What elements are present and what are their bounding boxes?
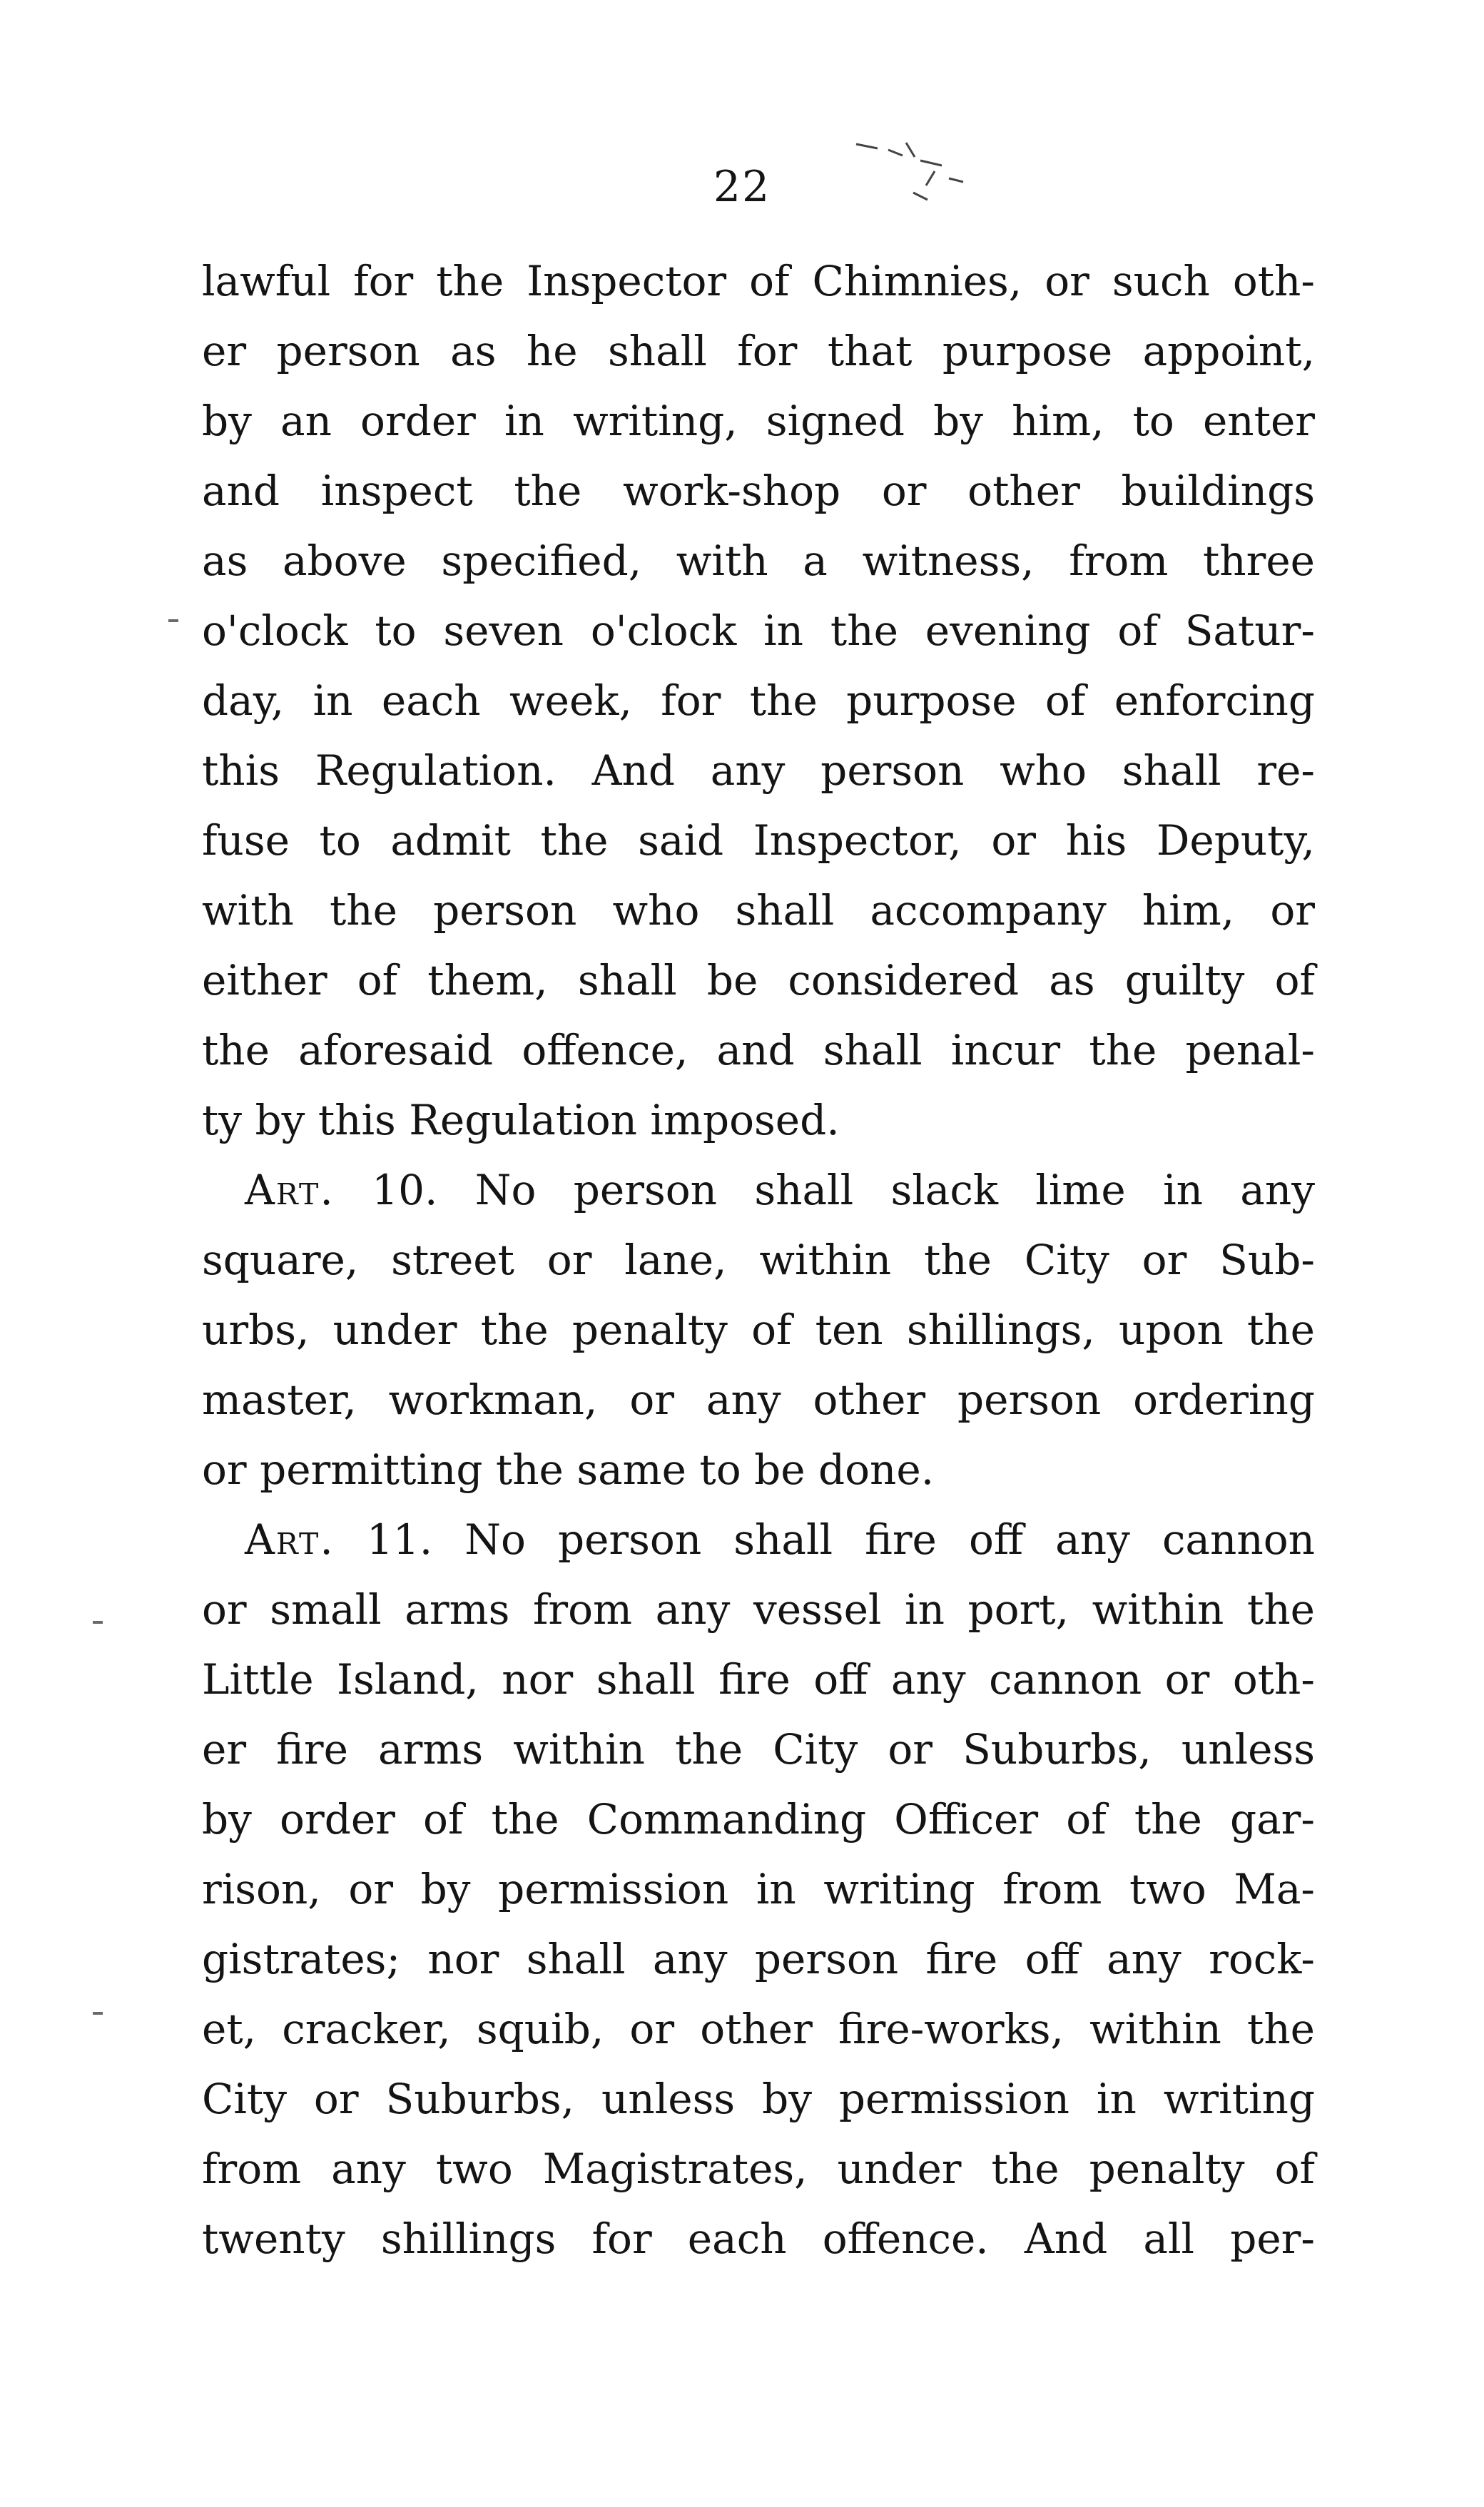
text-line: by an order in writing, signed by him, to enter xyxy=(202,397,1315,445)
text-line: the aforesaid offence, and shall incur the penal- xyxy=(202,1026,1315,1074)
text-line: ty by this Regulation imposed. xyxy=(202,1096,840,1144)
article-11-first-line xyxy=(202,1505,1315,1575)
text-line: o'clock to seven o'clock in the evening of Satur- xyxy=(202,606,1315,655)
text-line: master, workman, or any other person ordering xyxy=(202,1375,1315,1424)
text-line: day, in each week, for the purpose of enforcing xyxy=(202,676,1315,725)
text-line: Little Island, nor shall fire off any cannon or oth- xyxy=(202,1655,1315,1704)
body-text xyxy=(202,246,1315,2274)
text-line: City or Suburbs, unless by permission in writing xyxy=(202,2075,1315,2123)
article-11-number: 11. xyxy=(366,1515,433,1564)
article-10-heading: Art. xyxy=(245,1166,335,1214)
article-10-lead: No person shall slack lime in any xyxy=(474,1166,1316,1214)
article-11-heading: Art. xyxy=(245,1515,335,1564)
ink-smudge-icon xyxy=(849,128,992,221)
text-line: er person as he shall for that purpose appoint, xyxy=(202,327,1315,375)
text-line: twenty shillings for each offence. And all per- xyxy=(202,2214,1315,2263)
margin-mark xyxy=(93,2012,103,2015)
page-number: 22 xyxy=(713,162,771,212)
article-10-number: 10. xyxy=(372,1166,438,1214)
text-line: from any two Magistrates, under the penalty of xyxy=(202,2145,1315,2193)
text-line: gistrates; nor shall any person fire off any rock- xyxy=(202,1935,1315,1983)
text-line: with the person who shall accompany him, or xyxy=(202,886,1315,935)
text-line: either of them, shall be considered as guilty of xyxy=(202,956,1315,1005)
article-10-first-line xyxy=(202,1155,1315,1225)
margin-mark xyxy=(168,619,178,622)
text-line: as above specified, with a witness, from three xyxy=(202,537,1315,585)
text-line: rison, or by permission in writing from two Ma- xyxy=(202,1865,1315,1913)
text-line: or permitting the same to be done. xyxy=(202,1445,935,1494)
text-line: or small arms from any vessel in port, within the xyxy=(202,1585,1315,1634)
text-line: er fire arms within the City or Suburbs, unless xyxy=(202,1725,1315,1774)
article-11-lead: No person shall fire off any cannon xyxy=(464,1515,1315,1564)
text-line: fuse to admit the said Inspector, or his Deputy, xyxy=(202,816,1315,865)
text-line: et, cracker, squib, or other fire-works, within the xyxy=(202,2005,1315,2053)
text-line: urbs, under the penalty of ten shillings, upon the xyxy=(202,1306,1315,1354)
text-line: square, street or lane, within the City or Sub- xyxy=(202,1236,1315,1284)
margin-mark xyxy=(93,1621,103,1624)
text-line: this Regulation. And any person who shall re- xyxy=(202,746,1315,795)
text-line: lawful for the Inspector of Chimnies, or such oth- xyxy=(202,257,1315,305)
text-line: by order of the Commanding Officer of the gar- xyxy=(202,1795,1315,1844)
text-line: and inspect the work-shop or other buildings xyxy=(202,467,1315,515)
